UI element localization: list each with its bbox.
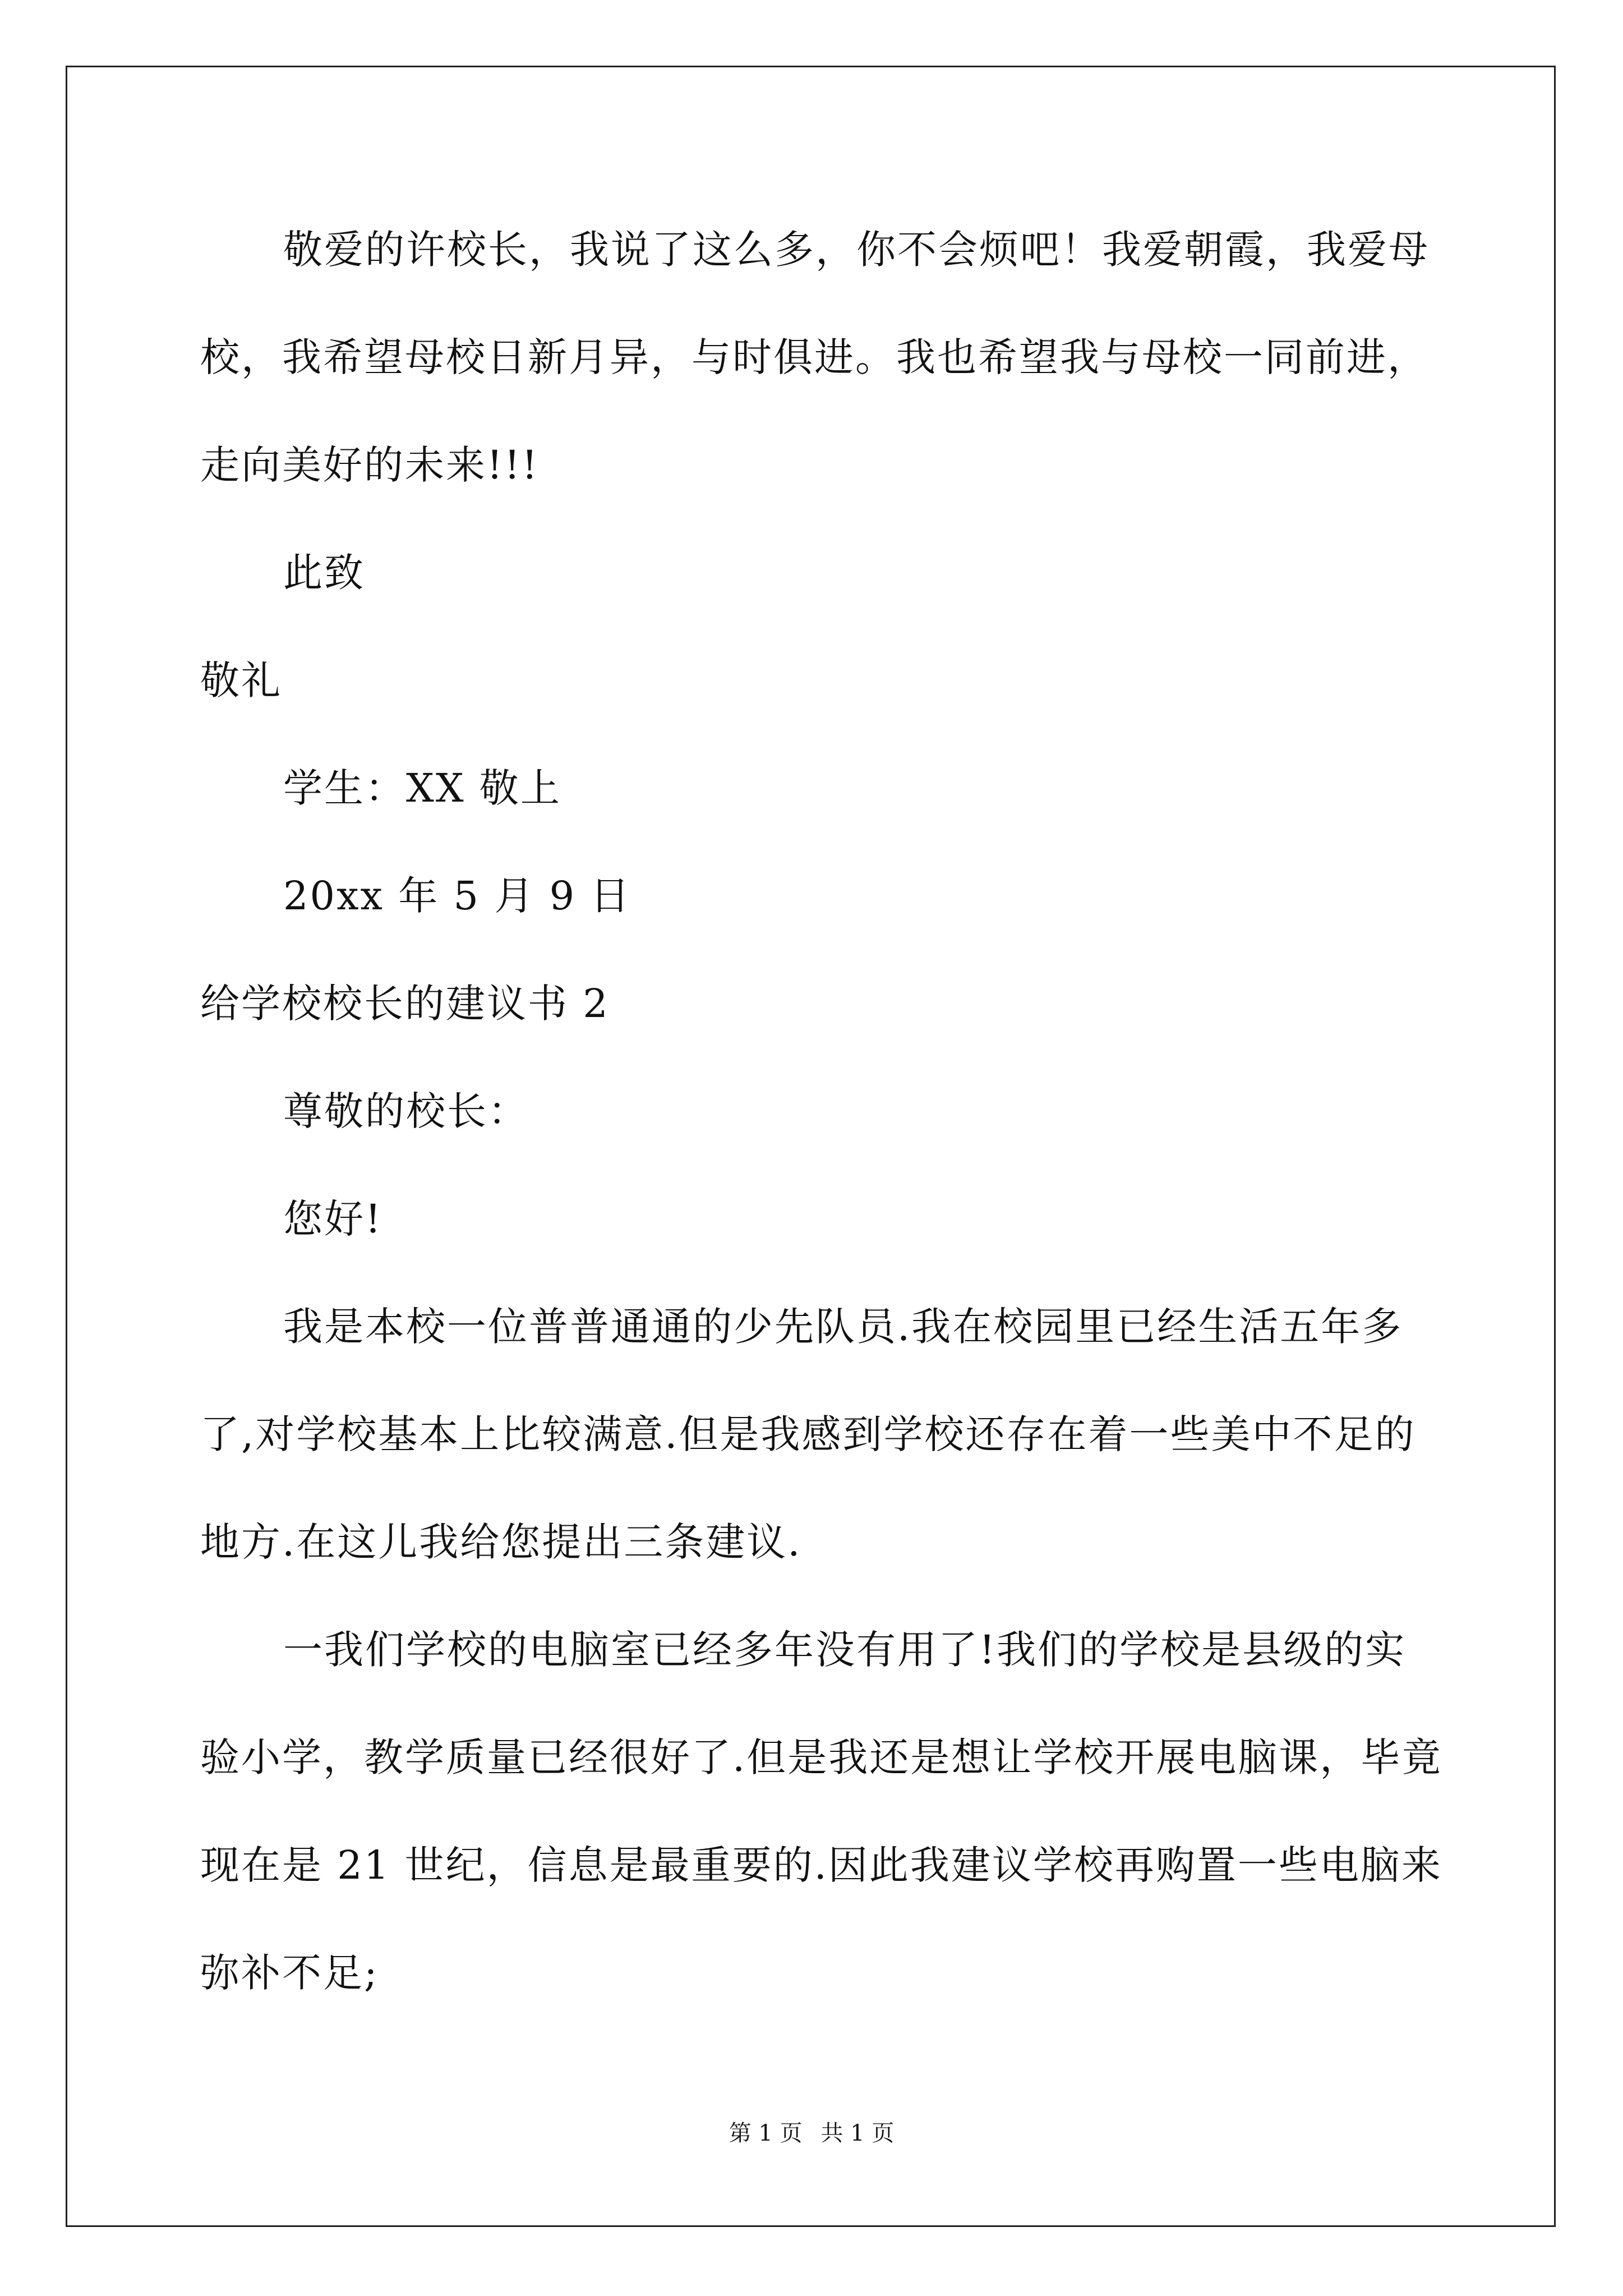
paragraph-line: 一我们学校的电脑室已经多年没有用了!我们的学校是县级的实 [283, 1627, 1407, 1673]
page-number-total: 共 1 页 [820, 2120, 895, 2146]
paragraph-line: 了,对学校基本上比较满意.但是我感到学校还存在着一些美中不足的 [200, 1411, 1416, 1457]
paragraph-line: 敬爱的许校长，我说了这么多，你不会烦吧！我爱朝霞，我爱母 [283, 227, 1430, 273]
section-title: 给学校校长的建议书 2 [200, 981, 610, 1027]
closing-line: 此致 [283, 550, 365, 596]
page-footer [0, 2119, 1623, 2147]
paragraph-line: 走向美好的未来!!! [200, 442, 540, 488]
page-number-current: 第 1 页 [728, 2120, 803, 2146]
signature-line: 学生：XX 敬上 [283, 765, 561, 811]
paragraph-line: 校，我希望母校日新月异，与时俱进。我也希望我与母校一同前进， [200, 334, 1428, 380]
date-line: 20xx 年 5 月 9 日 [283, 873, 631, 919]
paragraph-line: 现在是 21 世纪，信息是最重要的.因此我建议学校再购置一些电脑来 [200, 1842, 1442, 1888]
greeting-line: 尊敬的校长： [283, 1088, 529, 1134]
paragraph-line: 弥补不足; [200, 1950, 379, 1996]
closing-salute: 敬礼 [200, 657, 282, 703]
greeting-line: 您好! [283, 1196, 383, 1242]
paragraph-line: 验小学，教学质量已经很好了.但是我还是想让学校开展电脑课，毕竟 [200, 1734, 1443, 1780]
paragraph-line: 我是本校一位普普通通的少先队员.我在校园里已经生活五年多 [283, 1304, 1403, 1350]
page-border [66, 66, 1556, 2227]
paragraph-line: 地方.在这儿我给您提出三条建议. [200, 1519, 802, 1565]
